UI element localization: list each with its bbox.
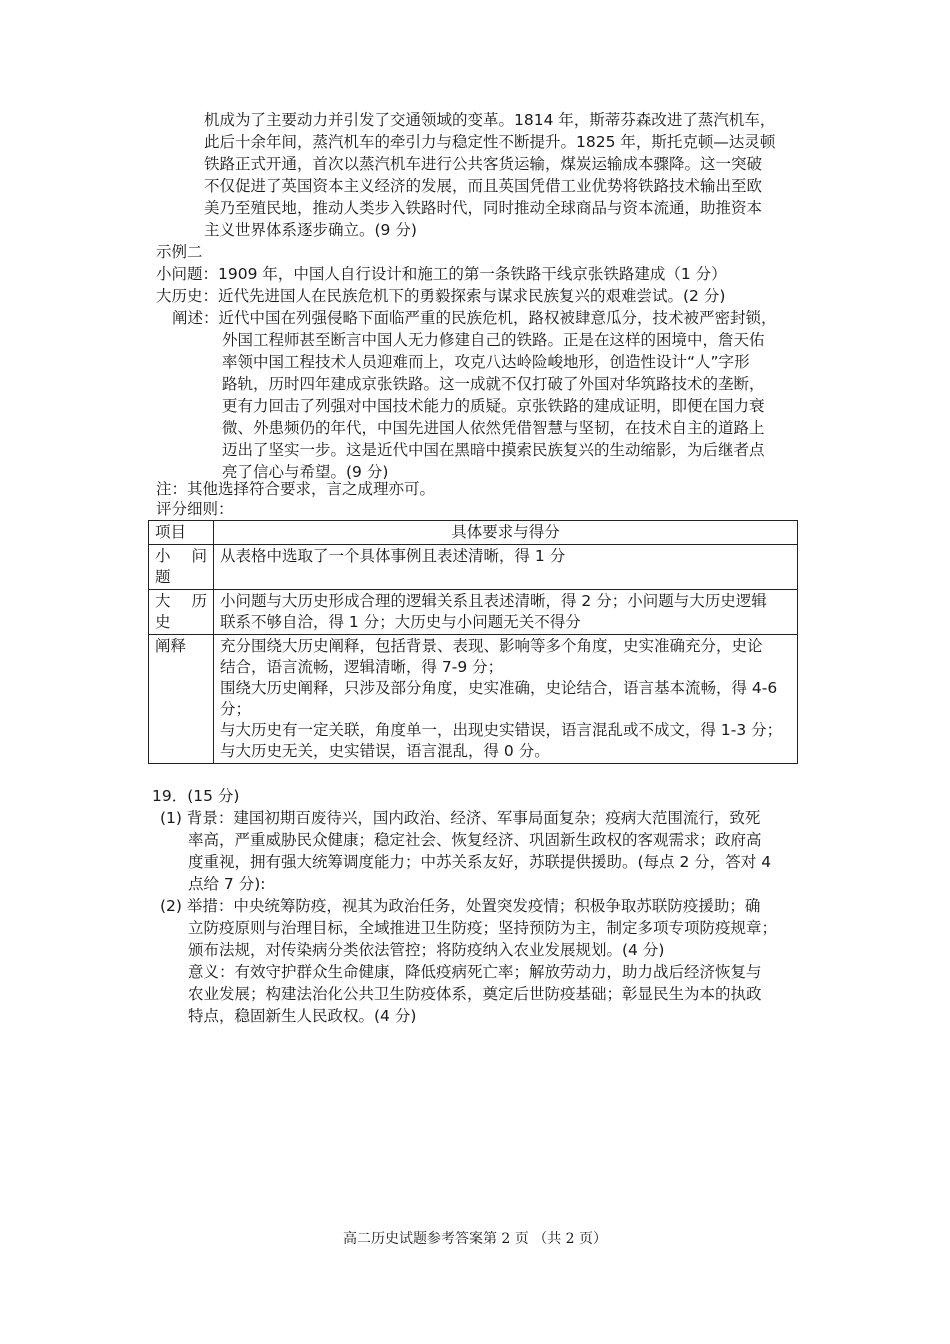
requirement-line: 小问题与大历史形成合理的逻辑关系且表述清晰，得 2 分；小问题与大历史逻辑: [220, 592, 767, 610]
elaboration-line: 亮了信心与希望。(9 分): [222, 463, 389, 481]
page-footer: 高二历史试题参考答案第 2 页 （共 2 页）: [342, 1231, 608, 1247]
row-requirement: [214, 635, 798, 764]
elaboration-line: 路轨，历时四年建成京张铁路。这一成就不仅打破了外国对华筑路技术的垄断，: [222, 375, 765, 393]
example1-line: 美乃至殖民地，推动人类步入铁路时代，同时推动全球商品与资本流通，助推资本: [204, 199, 763, 217]
elaboration-line: 迈出了坚实一步。这是近代中国在黑暗中摸索民族复兴的生动缩影，为后继者点: [222, 441, 765, 459]
q19-heading: 19．(15 分): [152, 787, 240, 805]
requirement-line: 分；: [220, 700, 252, 718]
header-requirement: 具体要求与得分: [214, 521, 798, 545]
q19-part2-line: 颁布法规，对传染病分类依法管控；将防疫纳入农业发展规划。(4 分): [188, 941, 665, 959]
q19-part1-line: 度重视，拥有强大统筹调度能力；中苏关系友好，苏联提供援助。(每点 2 分，答对 4: [188, 853, 772, 871]
requirement-line: 结合，语言流畅，逻辑清晰，得 7-9 分；: [220, 658, 504, 676]
q19-part1-line: (1) 背景：建国初期百废待兴，国内政治、经济、军事局面复杂；疫病大范围流行，致死: [160, 809, 761, 827]
note-line: 注：其他选择符合要求，言之成理亦可。: [156, 480, 436, 498]
q19-significance-line: 农业发展；构建法治化公共卫生防疫体系，奠定后世防疫基础；彰显民生为本的执政: [188, 985, 762, 1003]
elaboration-line: 外国工程师甚至断言中国人无力修建自己的铁路。正是在这样的困境中，詹天佑: [222, 331, 765, 349]
elaboration-line: 微、外患频仍的年代，中国先进国人依然凭借智慧与坚韧，在技术自主的道路上: [222, 419, 765, 437]
row-requirement: [214, 545, 798, 590]
item-char: 历: [191, 592, 207, 610]
table-header-row: [149, 521, 798, 545]
item-char: 小: [155, 547, 171, 565]
table-row: [149, 545, 798, 590]
item-label: 阐释: [155, 637, 187, 655]
big-history-line: 大历史：近代先进国人在民族危机下的勇毅探索与谋求民族复兴的艰难尝试。(2 分): [156, 287, 726, 305]
elaboration-line: 阐述：近代中国在列强侵略下面临严重的民族危机，路权被肆意瓜分，技术被严密封锁，: [172, 309, 777, 327]
rubric-table: [148, 520, 798, 764]
requirement-line: 联系不够自洽，得 1 分；大历史与小问题无关不得分: [220, 613, 581, 631]
example2-heading: 示例二: [156, 243, 203, 261]
q19-part1-line: 率高，严重威胁民众健康；稳定社会、恢复经济、巩固新生政权的客观需求；政府高: [188, 831, 762, 849]
item-char: 大: [155, 592, 171, 610]
q19-significance-line: 特点，稳固新生人民政权。(4 分): [188, 1007, 417, 1025]
row-item: [149, 590, 214, 635]
example1-line: 此后十余年间，蒸汽机车的牵引力与稳定性不断提升。1825 年，斯托克顿—达灵顿: [204, 133, 776, 151]
example1-line: 铁路正式开通，首次以蒸汽机车进行公共客货运输，煤炭运输成本骤降。这一突破: [204, 155, 763, 173]
item-char: 史: [155, 613, 171, 631]
row-item: [149, 545, 214, 590]
elaboration-line: 更有力回击了列强对中国技术能力的质疑。京张铁路的建成证明，即便在国力衰: [222, 397, 765, 415]
example1-line: 不仅促进了英国资本主义经济的发展，而且英国凭借工业优势将铁路技术输出至欧: [204, 177, 763, 195]
q19-significance-line: 意义：有效守护群众生命健康，降低疫病死亡率；解放劳动力，助力战后经济恢复与: [188, 963, 762, 981]
table-row: [149, 590, 798, 635]
requirement-line: 充分围绕大历史阐释，包括背景、表现、影响等多个角度，史实准确充分，史论: [220, 637, 763, 655]
item-char: 题: [155, 568, 171, 586]
elaboration-line: 率领中国工程技术人员迎难而上，攻克八达岭险峻地形，创造性设计“人”字形: [222, 353, 750, 371]
example1-line: 机成为了主要动力并引发了交通领域的变革。1814 年，斯蒂芬森改进了蒸汽机车，: [204, 111, 776, 129]
requirement-line: 与大历史有一定关联，角度单一，出现史实错误，语言混乱或不成文，得 1-3 分；: [220, 721, 783, 739]
q19-part2-line: (2) 举措：中央统筹防疫，视其为政治任务，处置突发疫情；积极争取苏联防疫援助；确: [160, 897, 761, 915]
header-item: 项目: [149, 521, 214, 545]
requirement-line: 与大历史无关，史实错误，语言混乱，得 0 分。: [220, 742, 550, 760]
example1-line: 主义世界体系逐步确立。(9 分): [204, 221, 417, 239]
rubric-title: 评分细则：: [156, 500, 234, 518]
requirement-line: 围绕大历史阐释，只涉及部分角度，史实准确，史论结合，语言基本流畅，得 4-6: [220, 679, 778, 697]
q19-part1-line: 点给 7 分):: [188, 875, 266, 893]
small-question-line: 小问题：1909 年，中国人自行设计和施工的第一条铁路干线京张铁路建成（1 分）: [156, 265, 727, 283]
requirement-line: 从表格中选取了一个具体事例且表述清晰，得 1 分: [220, 547, 566, 565]
q19-part2-line: 立防疫原则与治理目标，全域推进卫生防疫；坚持预防为主，制定多项专项防疫规章；: [188, 919, 778, 937]
row-requirement: [214, 590, 798, 635]
row-item: [149, 635, 214, 764]
table-row: [149, 635, 798, 764]
item-char: 问: [191, 547, 207, 565]
